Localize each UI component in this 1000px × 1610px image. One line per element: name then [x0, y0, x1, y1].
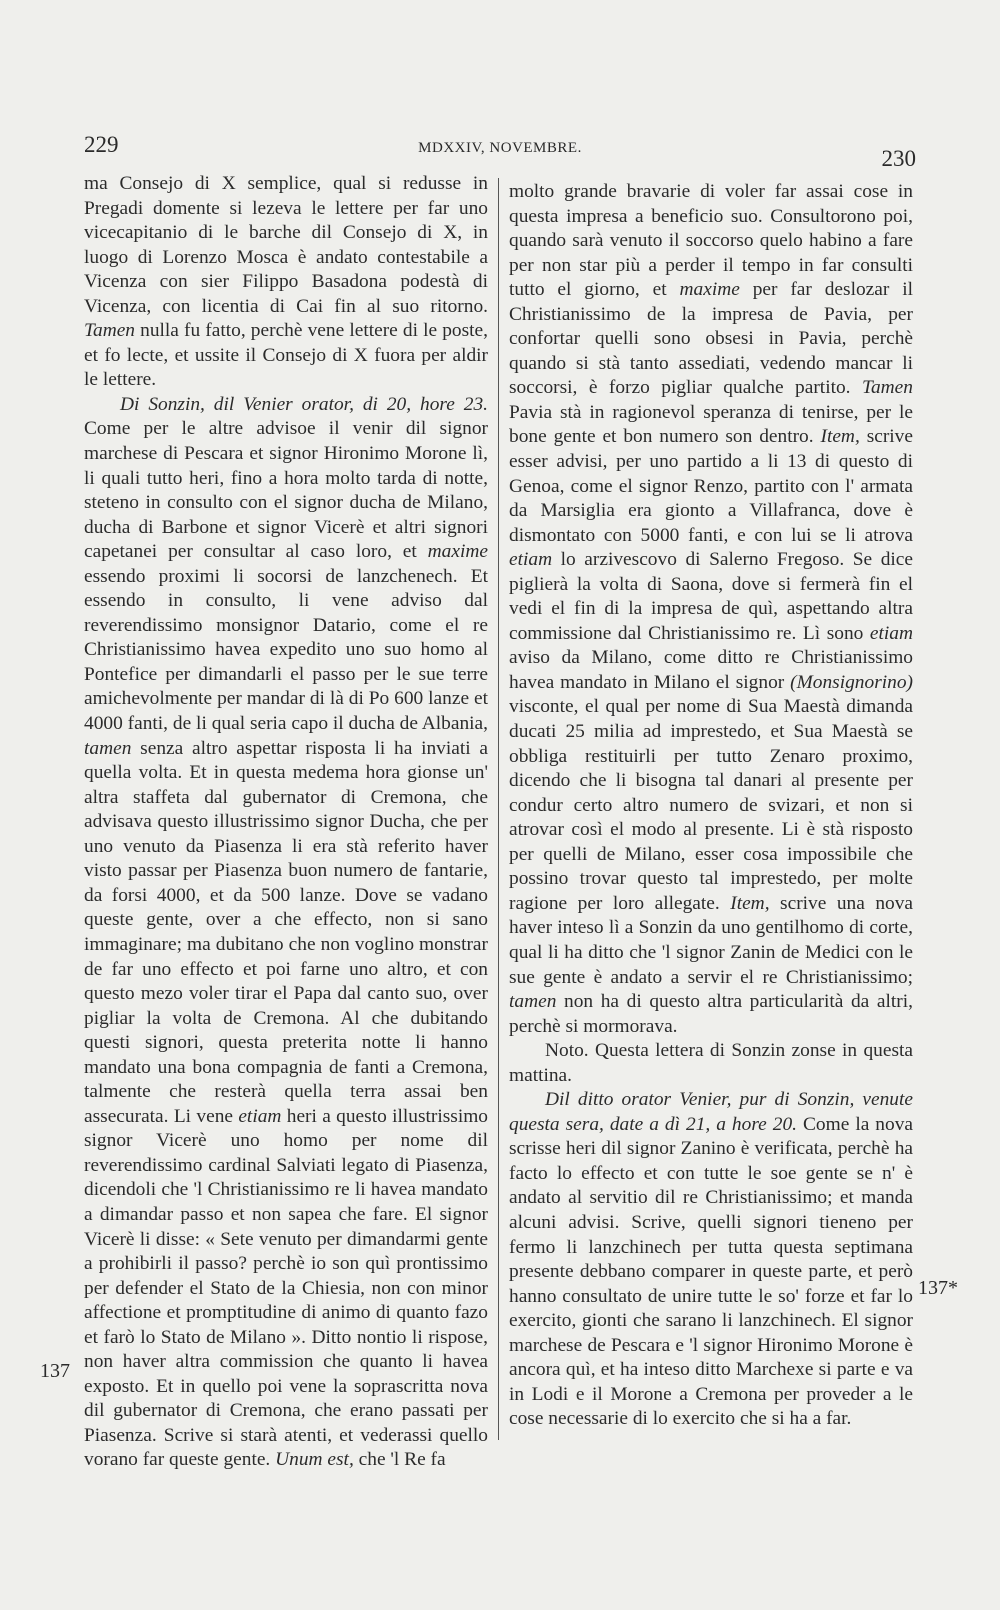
italic-text: Item, — [820, 426, 860, 448]
italic-text: maxime — [427, 541, 488, 563]
text: Pavia stà in ragionevol speranza di tenirse, per le bone gente et bon numero son dentro. — [509, 401, 913, 448]
italic-text: tamen — [84, 737, 132, 759]
text: senza altro aspettar risposta li ha inviati a quella volta. Et in questa medema hora gionse un' altra staffeta dal gubernator di Cremona, che advisava questo illustrissimo signor Ducha, che per uno venuto da Piasenza li era stà referito haver visto passar per Piasenza buon numero de fantarie, da forsi 4000, et da 500 lanze. Dove se vadano queste gente, over a che effecto, non si sano immaginare; ma dubitano che non voglino monstrar de far uno effecto et poi farne uno altro, et con questo mezo voler tirar el Papa dal canto suo, over pigliar la volta de Cremona. Al che dubitando questi signori, questa preterita notte li hanno mandato una bona compagnia de fanti a Cremona, talmente che resterà quella terra assai ben assecurata. Li vene — [84, 737, 488, 1127]
italic-text: Item, — [730, 892, 770, 914]
paragraph — [509, 180, 913, 1039]
page-number-left: 229 — [84, 132, 119, 157]
text: aviso da Milano, come ditto re Christianissimo havea mandato in Milano el signor — [509, 647, 913, 693]
italic-text: etiam — [238, 1105, 282, 1127]
paragraph — [509, 1039, 913, 1088]
italic-text: tamen — [509, 991, 557, 1013]
paragraph — [509, 1088, 913, 1432]
italic-text: Unum est, — [275, 1449, 354, 1471]
text: Come la nova scrisse heri dil signor Zanino è verificata, perchè ha facto lo effecto et con tutte le soe gente se n' è andato al servitio dil re Christianissimo; et manda alcuni advisi. Scrive, quelli signori tieneno per fermo li lanzchinech per tutta questa septimana presente debbano comparer in queste parte, et però hanno consultato de unire tutte le so' forze et far lo exercito, gionti che sarano li lanzchinech. El signor marchese de Pescara e 'l signor Hironimo Morone è ancora quì, et ha inteso ditto Marchexe si parte e va in Lodi e il Morone a Cremona per proveder a le cose necessarie di lo exercito che si ha a far. — [509, 1113, 913, 1430]
italic-text: etiam — [869, 622, 913, 644]
section-heading: Dil ditto orator Venier, pur di Sonzin, venute questa sera, date a dì 21, a hore 20. — [509, 1089, 913, 1135]
margin-note-right: 137* — [918, 1277, 958, 1299]
italic-text: etiam — [509, 549, 553, 571]
italic-text: Tamen — [861, 377, 913, 399]
text: essendo proximi li socorsi de lanzchenech. Et essendo in consulto, li vene adviso dal reverendissimo monsignor Datario, come el re Christianissimo havea expedito uno suo homo al Pontefice per dimandarli el passo per le sue terre amichevolmente per mandar di là di Po 600 lanze et 4000 fanti, de li qual seria capo il ducha de Albania, — [84, 565, 488, 735]
right-column — [509, 180, 913, 1432]
text: ma Consejo di X semplice, qual si redusse in Pregadi domente si lezeva le lettere per far uno vicecapitanio di le barche dil Consejo di X, in luogo di Lorenzo Mosca è andato contestabile a Vicenza con sier Filippo Basadona podestà di Vicenza, con licentia di Cai fin al suo ritorno. — [84, 173, 488, 317]
text: lo arzivescovo di Salerno Fregoso. Se dice piglierà la volta di Saona, dove si fermerà fin el vedi el fin di la impresa de quì, aspettando altra commissione dal Christianissimo re. Lì sono — [509, 549, 913, 644]
text: Noto. Questa lettera di Sonzin zonse in questa mattina. — [509, 1040, 913, 1086]
text: per far deslozar il Christianissimo de la impresa de Pavia, per confortar quelli sono obsesi in Pavia, perchè quando si stà tanto assediati, vedendo mancar li soccorsi, è forzo pigliar qualche partito. — [509, 279, 913, 399]
italic-text: maxime — [679, 279, 740, 301]
left-column — [84, 172, 488, 1473]
column-divider — [498, 178, 499, 1440]
italic-text: (Monsignorino) — [790, 671, 913, 693]
text: visconte, el qual per nome di Sua Maestà dimanda ducati 25 milia ad imprestedo, et Sua Maestà se obbliga restituirli per tutto Zenaro proximo, dicendo che li bisogna tal danari al presente per condur certo altro numero de svizari, et non si atrovar così el modo al presente. Li è stà risposto per quelli de Milano, esser cosa impossibile che possino trovar questo tal imprestedo, per molte ragione per loro allegate. — [509, 696, 913, 914]
paragraph — [84, 393, 488, 1473]
text: non ha di questo altra particularità da altri, perchè si mormorava. — [509, 991, 913, 1037]
text: scrive esser advisi, per uno partido a li 13 di questo di Genoa, come el signor Renzo, partito con l' armata da Marsiglia era gionto a Villafranca, dove è dismontato con 5000 fanti, e con lui se li atrova — [509, 426, 913, 546]
section-heading: Di Sonzin, dil Venier orator, di 20, hore 23. — [120, 393, 488, 415]
page-number-right: 230 — [881, 146, 916, 171]
running-title: MDXXIV, NOVEMBRE. — [418, 140, 582, 156]
text: molto grande bravarie di voler far assai cose in questa impresa a beneficio suo. Consultorono poi, quando sarà venuto il soccorso quelo habino a fare per non star più a perder il tempo in far consulti tutto el giorno, et — [509, 181, 913, 301]
text: che 'l Re fa — [358, 1449, 446, 1471]
margin-note-left: 137 — [40, 1360, 70, 1382]
text: scrive una nova haver inteso lì a Sonzin da uno gentilhomo di corte, qual li ha ditto che 'l signor Zanin de Medici con le sue gente è andato a servir el re Christianissimo; — [509, 892, 914, 988]
text: Come per le altre advisoe il venir dil signor marchese di Pescara et signor Hironimo Morone lì, li quali tutto heri, fino a hora molto tarda di notte, steteno in consulto con el signor ducha de Milano, ducha di Barbone et signor Vicerè et altri signori capetanei per consultar al caso loro, et — [84, 418, 488, 563]
text: nulla fu fatto, perchè vene lettere di le poste, et fo lecte, et ussite il Consejo di X fuora per aldir le lettere. — [84, 320, 488, 391]
text: heri a questo illustrissimo signor Vicerè uno homo per nome dil reverendissimo cardinal Salviati legato di Piasenza, dicendoli che 'l Christianissimo re li havea mandato a dimandar passo et non sapea che fare. El signor Vicerè li disse: « Sete venuto per dimandarmi gente a prohibirli il passo? perchè io son quì prontissimo per defender el Stato de la Chiesia, non con minor affectione et promptitudine di animo di quanto fazo et farò lo Stato de Milano ». Ditto nontio li rispose, non haver altra commission che quanto li havea exposto. Et in quello poi vene la soprascritta nova dil gubernator di Cremona, che erano passati per Piasenza. Scrive si starà atenti, et vederassi quello vorano far queste gente. — [84, 1105, 488, 1471]
paragraph — [84, 172, 488, 393]
italic-text: Tamen — [84, 320, 136, 342]
